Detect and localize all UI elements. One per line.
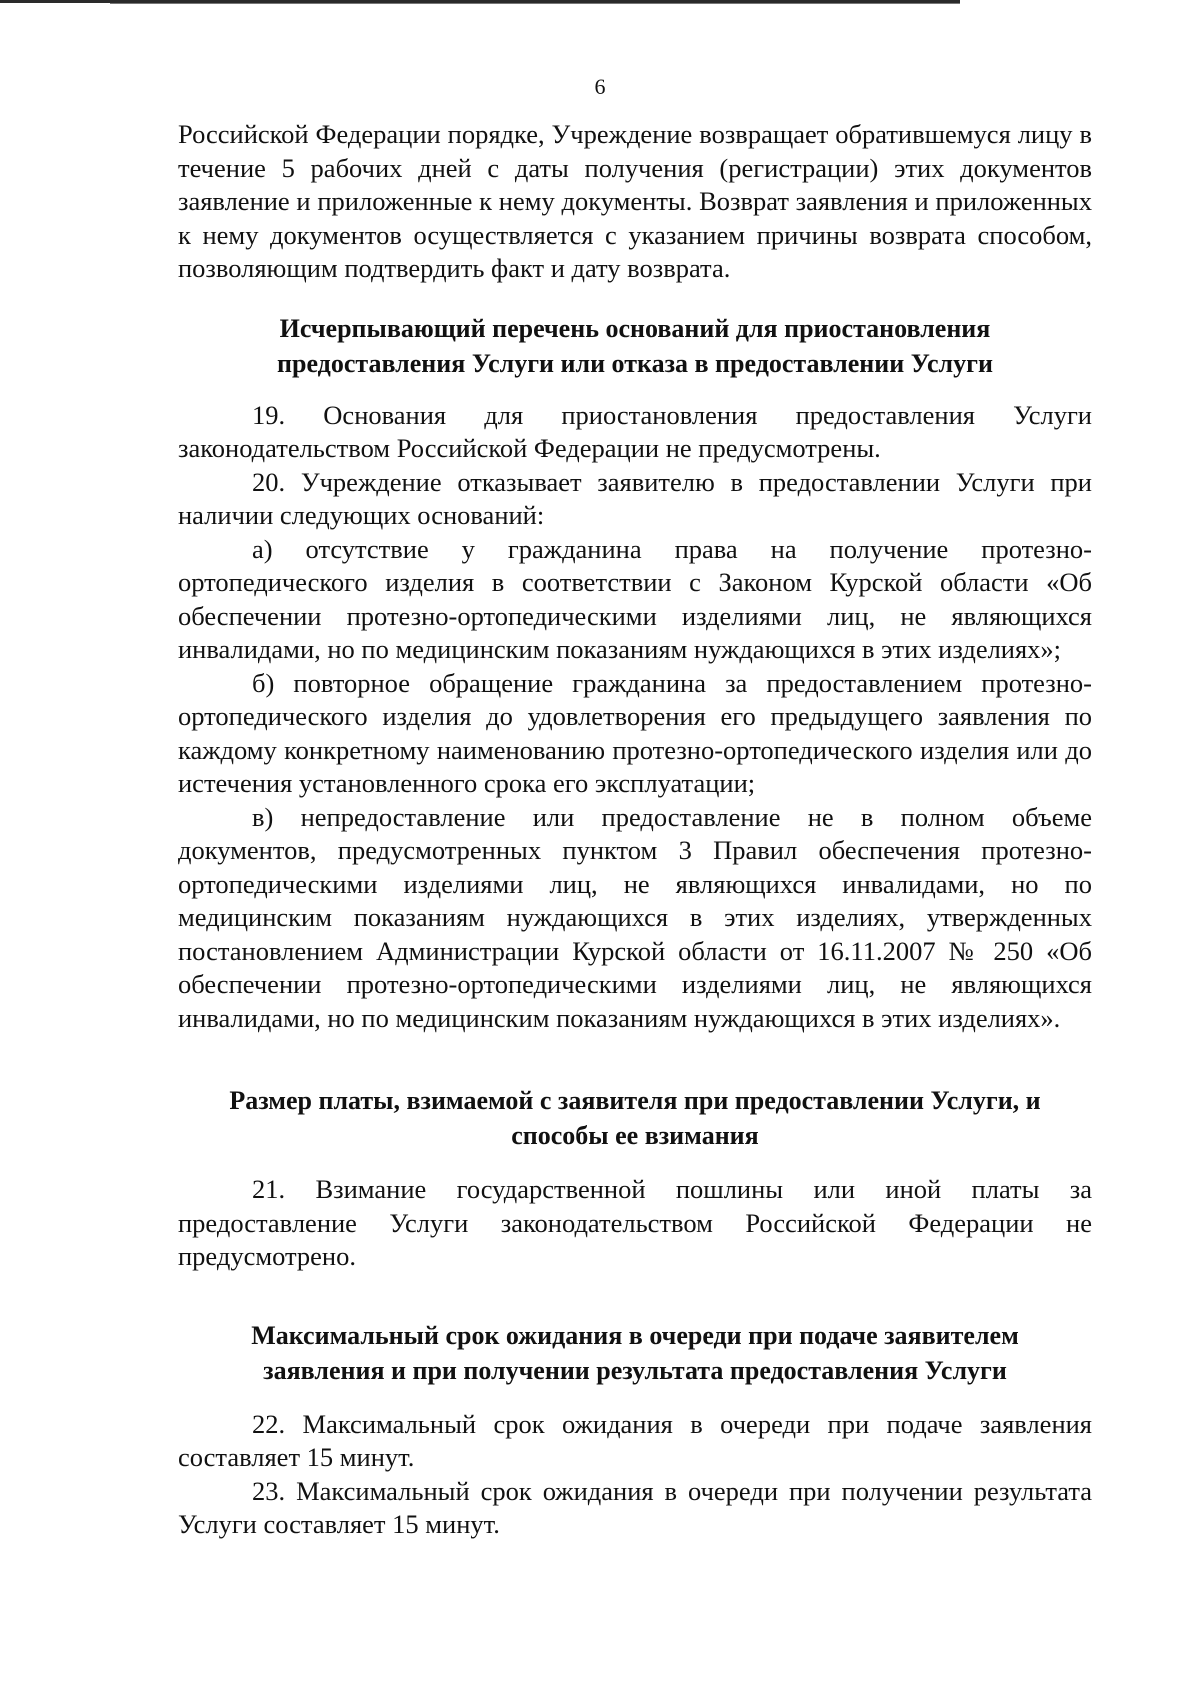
paragraph-23: 23. Максимальный срок ожидания в очереди при получении результата Услуги составляет 15 минут.: [178, 1475, 1092, 1539]
paragraph-20-v: в) непредоставление или предоставление не в полном объеме документов, предусмотренных пунктом 3 Правил обеспечения протезно-ортопедическими изделиями лиц, не являющихся инвалидами, но по медицинским показаниям нуждающихся в этих изделиях, утвержденных постановлением Администрации Курской области от 16.11.2007 № 250 «Об обеспечении протезно-ортопедическими изделиями лиц, не являющихся инвалидами, но по медицинским показаниям нуждающихся в этих изделиях».: [178, 801, 1092, 1033]
heading-fee-line1: Размер платы, взимаемой с заявителя при предоставлении Услуги, и: [229, 1086, 1041, 1115]
paragraph-22: 22. Максимальный срок ожидания в очереди при подаче заявления составляет 15 минут.: [178, 1408, 1092, 1472]
paragraph-20-a: а) отсутствие у гражданина права на получение протезно-ортопедического изделия в соответствии с Законом Курской области «Об обеспечении протезно-ортопедическими изделиями лиц, не являющихся инвалидами, но по медицинским показаниям нуждающихся в этих изделиях»;: [178, 533, 1092, 664]
heading-waiting: [178, 1318, 1092, 1388]
paragraph-continuation: Российской Федерации порядке, Учреждение возвращает обратившемуся лицу в течение 5 рабочих дней с даты получения (регистрации) этих документов заявление и приложенные к нему документы. Возврат заявления и приложенных к нему документов осуществляется с указанием причины возврата способом, позволяющим подтвердить факт и дату возврата.: [178, 119, 1092, 283]
heading-fee: [178, 1083, 1092, 1153]
heading-waiting-line2: заявления и при получении результата предоставления Услуги: [263, 1355, 1007, 1385]
paragraph-20-b: б) повторное обращение гражданина за предоставлением протезно-ортопедического изделия до удовлетворения его предыдущего заявления по каждому конкретному наименованию протезно-ортопедического изделия или до истечения установленного срока его эксплуатации;: [178, 667, 1092, 798]
heading-grounds-line1: Исчерпывающий перечень оснований для приостановления: [279, 313, 991, 343]
paragraph-20: 20. Учреждение отказывает заявителю в предоставлении Услуги при наличии следующих оснований:: [178, 466, 1092, 530]
heading-waiting-line1: Максимальный срок ожидания в очереди при подаче заявителем: [251, 1320, 1019, 1350]
heading-grounds: [178, 311, 1092, 381]
document-body: [178, 118, 1092, 1542]
page-number: 6: [594, 74, 606, 99]
heading-grounds-line2: предоставления Услуги или отказа в предоставлении Услуги: [277, 348, 993, 378]
paragraph-21: 21. Взимание государственной пошлины или иной платы за предоставление Услуги законодательством Российской Федерации не предусмотрено.: [178, 1174, 1092, 1271]
heading-fee-line2: способы ее взимания: [511, 1121, 759, 1150]
scan-border-top-thin: [110, 3, 960, 4]
paragraph-19: 19. Основания для приостановления предоставления Услуги законодательством Российской Федерации не предусмотрены.: [178, 399, 1092, 463]
